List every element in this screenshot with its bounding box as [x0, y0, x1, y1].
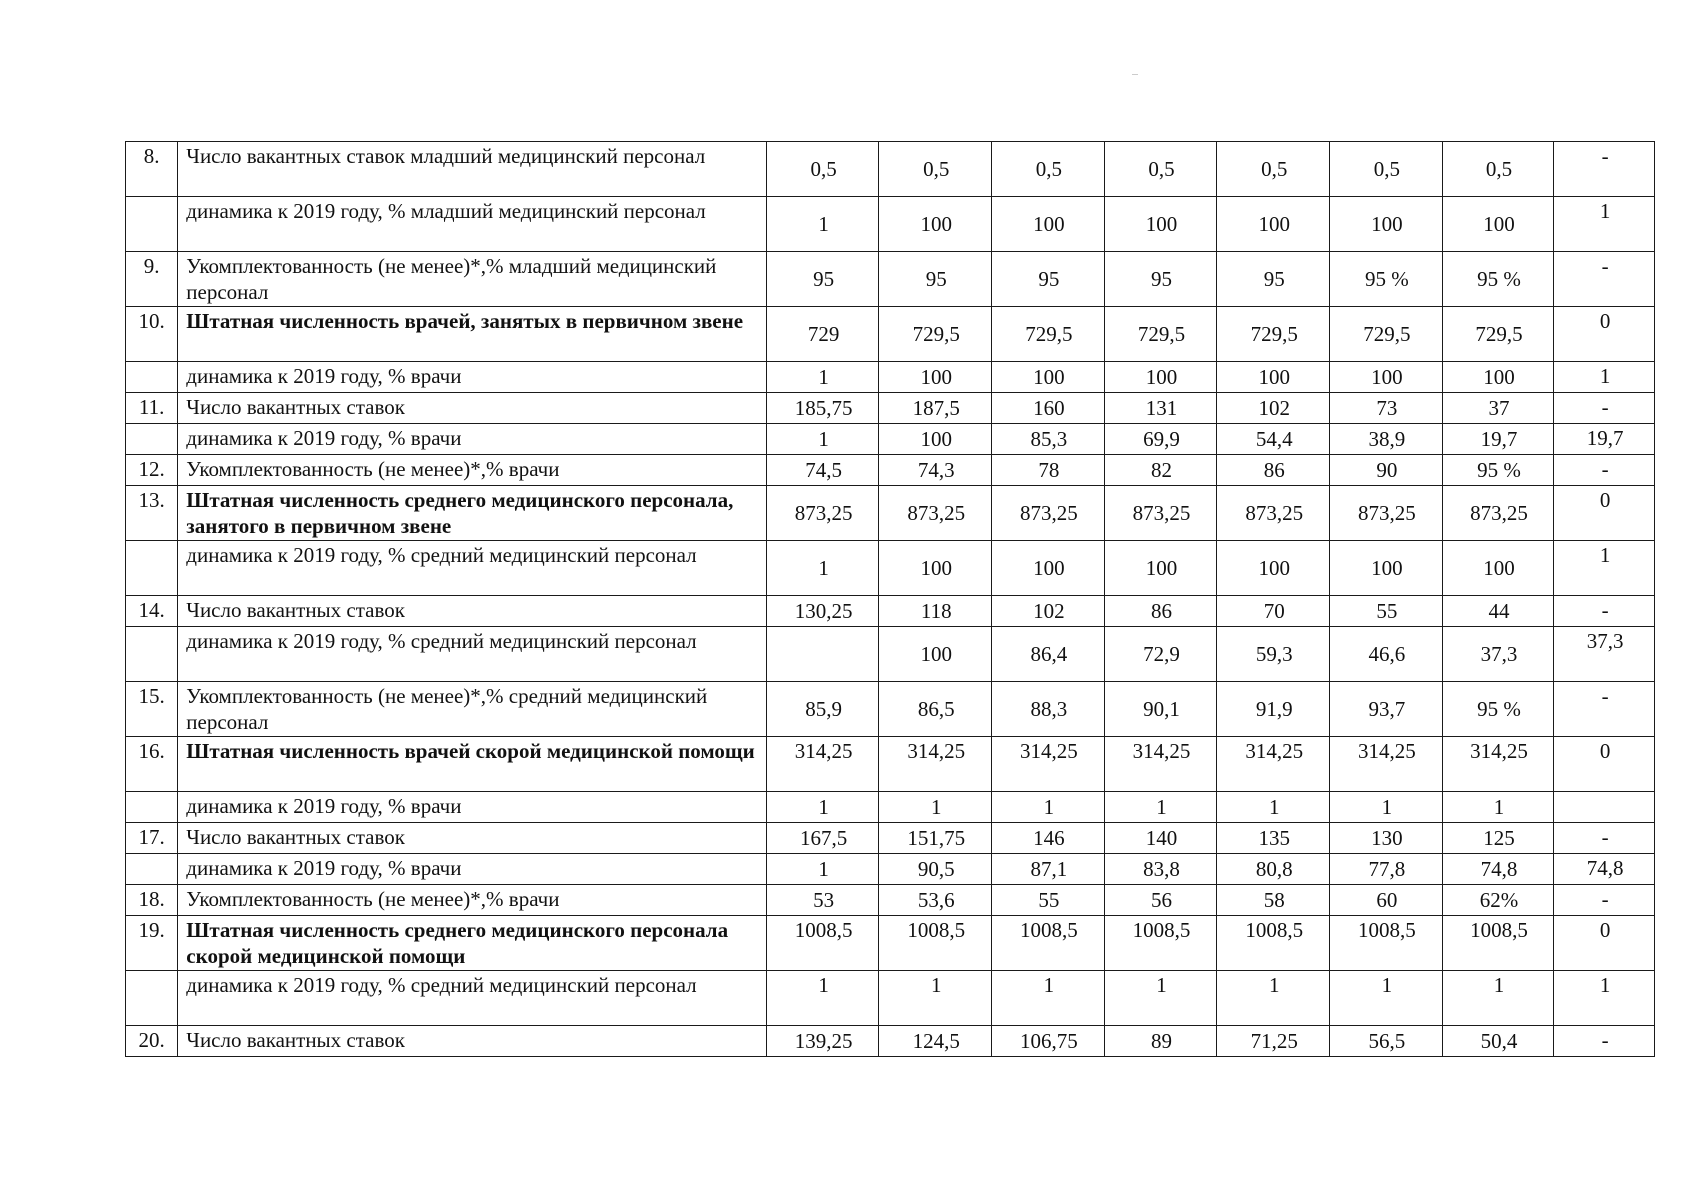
value-cell: 100 — [1217, 197, 1330, 252]
value-cell: 53,6 — [879, 885, 992, 916]
table-row — [126, 486, 1655, 541]
value-cell: 100 — [1104, 362, 1217, 393]
value-cell: 59,3 — [1217, 627, 1330, 682]
row-number — [126, 854, 178, 885]
value-cell: 56 — [1104, 885, 1217, 916]
value-cell: 187,5 — [879, 393, 992, 424]
value-cell: 82 — [1104, 455, 1217, 486]
table-row — [126, 197, 1655, 252]
row-number — [126, 197, 178, 252]
value-cell: 873,25 — [1442, 486, 1554, 541]
value-cell: 80,8 — [1217, 854, 1330, 885]
value-cell: 124,5 — [879, 1026, 992, 1057]
final-cell: 19,7 — [1554, 424, 1655, 455]
value-cell: 95 % — [1330, 252, 1443, 307]
row-number: 9. — [126, 252, 178, 307]
value-cell: 1008,5 — [1442, 916, 1554, 971]
value-cell: 130 — [1330, 823, 1443, 854]
value-cell: 100 — [1442, 541, 1554, 596]
final-cell: - — [1554, 823, 1655, 854]
value-cell: 100 — [1104, 197, 1217, 252]
table-row — [126, 424, 1655, 455]
value-cell: 100 — [1330, 197, 1443, 252]
value-cell: 90 — [1330, 455, 1443, 486]
row-label: динамика к 2019 году, % врачи — [178, 424, 766, 455]
table-row — [126, 854, 1655, 885]
row-number: 17. — [126, 823, 178, 854]
value-cell: 1 — [766, 197, 879, 252]
value-cell: 118 — [879, 596, 992, 627]
value-cell: 729,5 — [879, 307, 992, 362]
final-cell: 74,8 — [1554, 854, 1655, 885]
row-label: Штатная численность среднего медицинского персонала, занятого в первичном звене — [178, 486, 766, 541]
value-cell: 1 — [766, 854, 879, 885]
row-label: динамика к 2019 году, % врачи — [178, 362, 766, 393]
value-cell: 1 — [1104, 971, 1217, 1026]
value-cell: 0,5 — [992, 142, 1105, 197]
value-cell: 100 — [1330, 362, 1443, 393]
row-label: Штатная численность среднего медицинского персонала скорой медицинской помощи — [178, 916, 766, 971]
final-cell: 1 — [1554, 541, 1655, 596]
value-cell: 100 — [1217, 362, 1330, 393]
row-label: Число вакантных ставок — [178, 1026, 766, 1057]
value-cell: 314,25 — [992, 737, 1105, 792]
value-cell: 72,9 — [1104, 627, 1217, 682]
value-cell: 1 — [1442, 792, 1554, 823]
value-cell: 1 — [879, 792, 992, 823]
row-number: 12. — [126, 455, 178, 486]
value-cell: 0,5 — [1217, 142, 1330, 197]
scan-mark — [1132, 74, 1138, 75]
value-cell: 100 — [879, 424, 992, 455]
final-cell: - — [1554, 252, 1655, 307]
value-cell: 0,5 — [766, 142, 879, 197]
row-label: Число вакантных ставок — [178, 393, 766, 424]
value-cell: 55 — [992, 885, 1105, 916]
final-cell: 37,3 — [1554, 627, 1655, 682]
value-cell: 1 — [766, 971, 879, 1026]
value-cell: 95 % — [1442, 252, 1554, 307]
table-row — [126, 455, 1655, 486]
row-number: 13. — [126, 486, 178, 541]
row-number: 18. — [126, 885, 178, 916]
value-cell: 100 — [1330, 541, 1443, 596]
value-cell: 90,1 — [1104, 682, 1217, 737]
value-cell: 729,5 — [1330, 307, 1443, 362]
row-number: 10. — [126, 307, 178, 362]
value-cell: 1 — [1217, 971, 1330, 1026]
value-cell: 0,5 — [1104, 142, 1217, 197]
value-cell: 729 — [766, 307, 879, 362]
value-cell: 87,1 — [992, 854, 1105, 885]
value-cell: 1008,5 — [1104, 916, 1217, 971]
final-cell: - — [1554, 885, 1655, 916]
value-cell: 729,5 — [992, 307, 1105, 362]
table-row — [126, 916, 1655, 971]
value-cell: 100 — [992, 362, 1105, 393]
value-cell: 1008,5 — [992, 916, 1105, 971]
row-number — [126, 424, 178, 455]
value-cell: 135 — [1217, 823, 1330, 854]
value-cell: 1 — [766, 541, 879, 596]
row-label: динамика к 2019 году, % средний медицинский персонал — [178, 627, 766, 682]
row-label: динамика к 2019 году, % средний медицинский персонал — [178, 541, 766, 596]
final-cell: 0 — [1554, 737, 1655, 792]
value-cell: 60 — [1330, 885, 1443, 916]
value-cell: 100 — [1104, 541, 1217, 596]
value-cell: 873,25 — [992, 486, 1105, 541]
value-cell: 1008,5 — [766, 916, 879, 971]
value-cell: 167,5 — [766, 823, 879, 854]
value-cell: 85,3 — [992, 424, 1105, 455]
value-cell: 106,75 — [992, 1026, 1105, 1057]
final-cell: 0 — [1554, 916, 1655, 971]
value-cell: 139,25 — [766, 1026, 879, 1057]
value-cell: 86 — [1217, 455, 1330, 486]
value-cell: 873,25 — [879, 486, 992, 541]
final-cell: - — [1554, 393, 1655, 424]
final-cell: 1 — [1554, 197, 1655, 252]
value-cell: 86,5 — [879, 682, 992, 737]
value-cell: 314,25 — [879, 737, 992, 792]
value-cell: 1 — [1442, 971, 1554, 1026]
row-label: динамика к 2019 году, % младший медицинский персонал — [178, 197, 766, 252]
value-cell: 95 % — [1442, 682, 1554, 737]
table-body — [126, 142, 1655, 1057]
value-cell: 86 — [1104, 596, 1217, 627]
value-cell: 1008,5 — [1330, 916, 1443, 971]
value-cell: 50,4 — [1442, 1026, 1554, 1057]
value-cell: 151,75 — [879, 823, 992, 854]
value-cell: 873,25 — [1217, 486, 1330, 541]
table-row — [126, 362, 1655, 393]
value-cell: 19,7 — [1442, 424, 1554, 455]
value-cell: 102 — [992, 596, 1105, 627]
value-cell: 86,4 — [992, 627, 1105, 682]
value-cell: 56,5 — [1330, 1026, 1443, 1057]
value-cell: 729,5 — [1442, 307, 1554, 362]
final-cell: - — [1554, 682, 1655, 737]
value-cell: 90,5 — [879, 854, 992, 885]
value-cell: 77,8 — [1330, 854, 1443, 885]
value-cell: 78 — [992, 455, 1105, 486]
value-cell: 55 — [1330, 596, 1443, 627]
row-label: Укомплектованность (не менее)*,% младший медицинский персонал — [178, 252, 766, 307]
row-label: динамика к 2019 году, % врачи — [178, 792, 766, 823]
value-cell: 37 — [1442, 393, 1554, 424]
value-cell: 1 — [1330, 792, 1443, 823]
value-cell: 58 — [1217, 885, 1330, 916]
row-number: 16. — [126, 737, 178, 792]
final-cell — [1554, 792, 1655, 823]
row-label: Число вакантных ставок — [178, 596, 766, 627]
value-cell: 873,25 — [766, 486, 879, 541]
value-cell: 38,9 — [1330, 424, 1443, 455]
row-number: 19. — [126, 916, 178, 971]
row-label: Число вакантных ставок — [178, 823, 766, 854]
value-cell: 0,5 — [879, 142, 992, 197]
value-cell: 160 — [992, 393, 1105, 424]
final-cell: 1 — [1554, 971, 1655, 1026]
row-label: Укомплектованность (не менее)*,% средний медицинский персонал — [178, 682, 766, 737]
table-row — [126, 307, 1655, 362]
value-cell: 185,75 — [766, 393, 879, 424]
value-cell: 1008,5 — [1217, 916, 1330, 971]
value-cell: 73 — [1330, 393, 1443, 424]
value-cell — [766, 627, 879, 682]
value-cell: 95 — [1217, 252, 1330, 307]
row-label: Укомплектованность (не менее)*,% врачи — [178, 885, 766, 916]
staffing-table — [125, 141, 1655, 1057]
value-cell: 314,25 — [1217, 737, 1330, 792]
value-cell: 1 — [1217, 792, 1330, 823]
final-cell: - — [1554, 455, 1655, 486]
table-row — [126, 627, 1655, 682]
value-cell: 100 — [879, 627, 992, 682]
row-label: Число вакантных ставок младший медицинский персонал — [178, 142, 766, 197]
table-row — [126, 682, 1655, 737]
value-cell: 53 — [766, 885, 879, 916]
table-row — [126, 541, 1655, 596]
final-cell: - — [1554, 142, 1655, 197]
value-cell: 74,8 — [1442, 854, 1554, 885]
row-number — [126, 971, 178, 1026]
value-cell: 0,5 — [1330, 142, 1443, 197]
final-cell: 1 — [1554, 362, 1655, 393]
table-row — [126, 252, 1655, 307]
row-number: 8. — [126, 142, 178, 197]
table-row — [126, 971, 1655, 1026]
value-cell: 100 — [1442, 362, 1554, 393]
value-cell: 1 — [1104, 792, 1217, 823]
row-number — [126, 362, 178, 393]
value-cell: 1 — [766, 792, 879, 823]
value-cell: 71,25 — [1217, 1026, 1330, 1057]
value-cell: 1 — [879, 971, 992, 1026]
row-number — [126, 541, 178, 596]
value-cell: 100 — [1217, 541, 1330, 596]
value-cell: 46,6 — [1330, 627, 1443, 682]
value-cell: 873,25 — [1104, 486, 1217, 541]
table-row — [126, 142, 1655, 197]
value-cell: 729,5 — [1217, 307, 1330, 362]
row-number — [126, 627, 178, 682]
value-cell: 100 — [992, 197, 1105, 252]
value-cell: 125 — [1442, 823, 1554, 854]
value-cell: 95 — [879, 252, 992, 307]
value-cell: 0,5 — [1442, 142, 1554, 197]
value-cell: 95 — [766, 252, 879, 307]
value-cell: 100 — [1442, 197, 1554, 252]
table-row — [126, 596, 1655, 627]
value-cell: 88,3 — [992, 682, 1105, 737]
value-cell: 314,25 — [1442, 737, 1554, 792]
value-cell: 70 — [1217, 596, 1330, 627]
final-cell: 0 — [1554, 486, 1655, 541]
value-cell: 1 — [992, 971, 1105, 1026]
value-cell: 130,25 — [766, 596, 879, 627]
value-cell: 95 % — [1442, 455, 1554, 486]
final-cell: 0 — [1554, 307, 1655, 362]
value-cell: 314,25 — [1330, 737, 1443, 792]
row-label: Укомплектованность (не менее)*,% врачи — [178, 455, 766, 486]
row-label: динамика к 2019 году, % врачи — [178, 854, 766, 885]
value-cell: 69,9 — [1104, 424, 1217, 455]
table-row — [126, 823, 1655, 854]
row-label: динамика к 2019 году, % средний медицинский персонал — [178, 971, 766, 1026]
value-cell: 146 — [992, 823, 1105, 854]
value-cell: 54,4 — [1217, 424, 1330, 455]
value-cell: 91,9 — [1217, 682, 1330, 737]
value-cell: 1 — [992, 792, 1105, 823]
table-row — [126, 885, 1655, 916]
value-cell: 95 — [992, 252, 1105, 307]
value-cell: 93,7 — [1330, 682, 1443, 737]
value-cell: 1 — [766, 424, 879, 455]
value-cell: 74,5 — [766, 455, 879, 486]
value-cell: 873,25 — [1330, 486, 1443, 541]
row-number: 14. — [126, 596, 178, 627]
row-label: Штатная численность врачей, занятых в первичном звене — [178, 307, 766, 362]
value-cell: 1 — [766, 362, 879, 393]
value-cell: 44 — [1442, 596, 1554, 627]
table-row — [126, 792, 1655, 823]
value-cell: 1008,5 — [879, 916, 992, 971]
value-cell: 37,3 — [1442, 627, 1554, 682]
row-number: 11. — [126, 393, 178, 424]
value-cell: 100 — [992, 541, 1105, 596]
value-cell: 85,9 — [766, 682, 879, 737]
value-cell: 95 — [1104, 252, 1217, 307]
value-cell: 102 — [1217, 393, 1330, 424]
value-cell: 314,25 — [1104, 737, 1217, 792]
value-cell: 74,3 — [879, 455, 992, 486]
row-number: 20. — [126, 1026, 178, 1057]
value-cell: 140 — [1104, 823, 1217, 854]
table-row — [126, 737, 1655, 792]
value-cell: 1 — [1330, 971, 1443, 1026]
value-cell: 83,8 — [1104, 854, 1217, 885]
value-cell: 100 — [879, 541, 992, 596]
value-cell: 100 — [879, 362, 992, 393]
value-cell: 314,25 — [766, 737, 879, 792]
value-cell: 89 — [1104, 1026, 1217, 1057]
row-label: Штатная численность врачей скорой медицинской помощи — [178, 737, 766, 792]
value-cell: 729,5 — [1104, 307, 1217, 362]
table-row — [126, 1026, 1655, 1057]
final-cell: - — [1554, 1026, 1655, 1057]
table-row — [126, 393, 1655, 424]
final-cell: - — [1554, 596, 1655, 627]
value-cell: 131 — [1104, 393, 1217, 424]
row-number — [126, 792, 178, 823]
row-number: 15. — [126, 682, 178, 737]
value-cell: 100 — [879, 197, 992, 252]
value-cell: 62% — [1442, 885, 1554, 916]
